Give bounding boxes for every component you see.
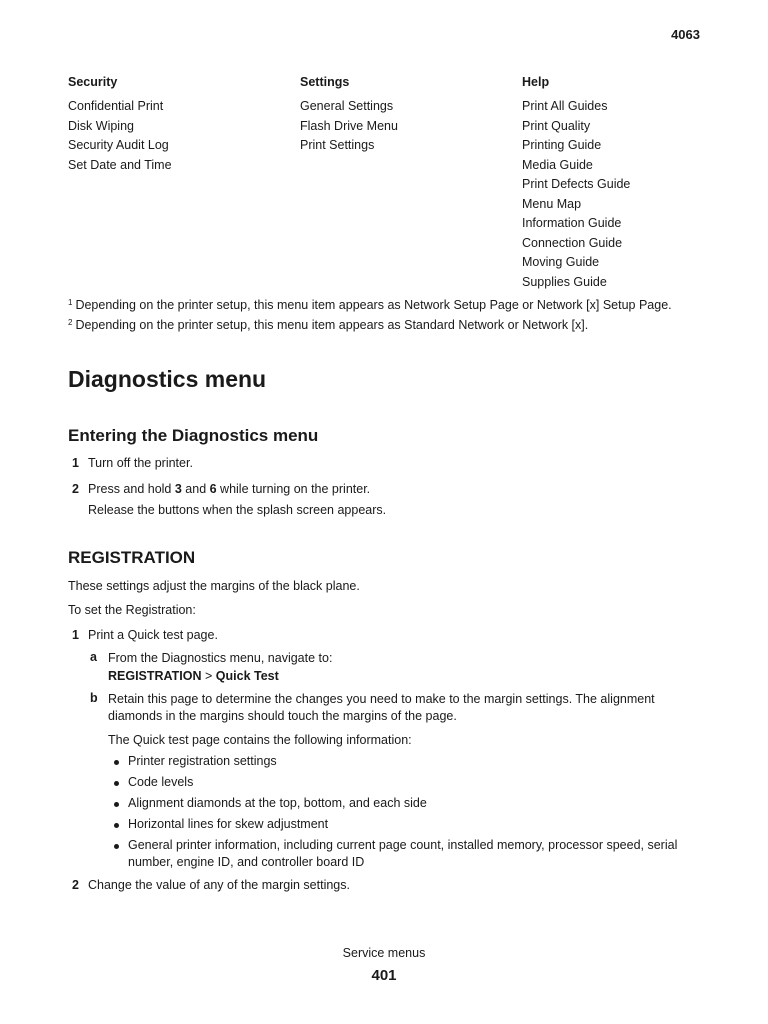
security-heading: Security [68, 75, 118, 89]
menu-item: Connection Guide [522, 235, 623, 250]
menu-item: Print All Guides [522, 99, 608, 113]
substep-letter: a [90, 650, 97, 664]
menu-item: Print Defects Guide [522, 177, 631, 191]
menu-item: Media Guide [522, 157, 593, 172]
step-text: Turn off the printer. [88, 456, 193, 470]
step-number: 1 [72, 456, 79, 470]
footer-section-label: Service menus [342, 946, 426, 960]
key-6: 6 [209, 482, 217, 496]
footnote-mark: 1 [68, 298, 73, 307]
list-item: General printer information, including current page count, installed memory, processor speed, serial number, engine ID, and controller board ID [108, 837, 708, 871]
bullet-icon [114, 781, 119, 786]
registration-intro: These settings adjust the margins of the black plane. [68, 579, 360, 593]
page-number: 401 [371, 967, 397, 984]
footnote-2 [68, 318, 588, 332]
step-text: Change the value of any of the margin settings. [88, 878, 350, 892]
list-item: Alignment diamonds at the top, bottom, and each side [108, 795, 708, 812]
entering-diagnostics-heading: Entering the Diagnostics menu [68, 426, 319, 445]
list-item: Printer registration settings [108, 753, 708, 770]
menu-item: Supplies Guide [522, 274, 607, 289]
settings-heading: Settings [300, 75, 350, 89]
footnote-1 [68, 298, 672, 312]
help-heading: Help [522, 75, 550, 89]
menu-item: Set Date and Time [68, 157, 172, 172]
key-3: 3 [174, 482, 182, 496]
bullet-icon [114, 760, 119, 765]
step-number: 2 [72, 482, 79, 496]
substep-text: Retain this page to determine the changes you need to make to the margin settings. The alignment diamonds in the margins should touch the margins of the page. [108, 692, 655, 723]
help-menu-column [522, 74, 630, 292]
diagnostics-title: Diagnostics menu [68, 366, 267, 392]
step-text: Press and hold 3 and 6 while turning on the printer. [88, 482, 371, 496]
menu-item: General Settings [300, 99, 394, 113]
quick-test-contents-list [108, 753, 708, 875]
security-menu-column [68, 74, 172, 175]
menu-item: Print Settings [300, 138, 375, 152]
menu-item: Printing Guide [522, 138, 602, 152]
menu-item: Disk Wiping [68, 118, 134, 133]
footnote-mark: 2 [68, 318, 73, 327]
bullet-icon [114, 802, 119, 807]
substep-letter: b [90, 691, 98, 705]
menu-path: REGISTRATION > Quick Test [108, 669, 279, 683]
step-number: 1 [72, 628, 79, 642]
bullet-icon [114, 823, 119, 828]
step-text: Print a Quick test page. [88, 628, 218, 642]
quick-test-contents-intro: The Quick test page contains the following information: [108, 733, 412, 747]
menu-item: Security Audit Log [68, 138, 169, 152]
model-number: 4063 [671, 27, 700, 42]
registration-lead: To set the Registration: [68, 603, 196, 617]
step-number: 2 [72, 878, 79, 892]
bullet-icon [114, 844, 119, 849]
footnote-text: Depending on the printer setup, this menu item appears as Standard Network or Network [x]. [75, 318, 589, 332]
settings-menu-column [300, 74, 398, 156]
menu-item: Menu Map [522, 196, 582, 211]
footnote-text: Depending on the printer setup, this menu item appears as Network Setup Page or Network [x] Setup Page. [75, 298, 672, 312]
registration-heading: REGISTRATION [68, 548, 196, 567]
list-item: Code levels [108, 774, 708, 791]
list-item: Horizontal lines for skew adjustment [108, 816, 708, 833]
substep-text: From the Diagnostics menu, navigate to: [108, 651, 333, 665]
menu-item: Flash Drive Menu [300, 118, 398, 133]
menu-item: Confidential Print [68, 99, 164, 113]
step-2-note: Release the buttons when the splash screen appears. [88, 503, 387, 517]
menu-item: Print Quality [522, 118, 591, 133]
menu-item: Information Guide [522, 216, 622, 230]
menu-item: Moving Guide [522, 255, 600, 269]
